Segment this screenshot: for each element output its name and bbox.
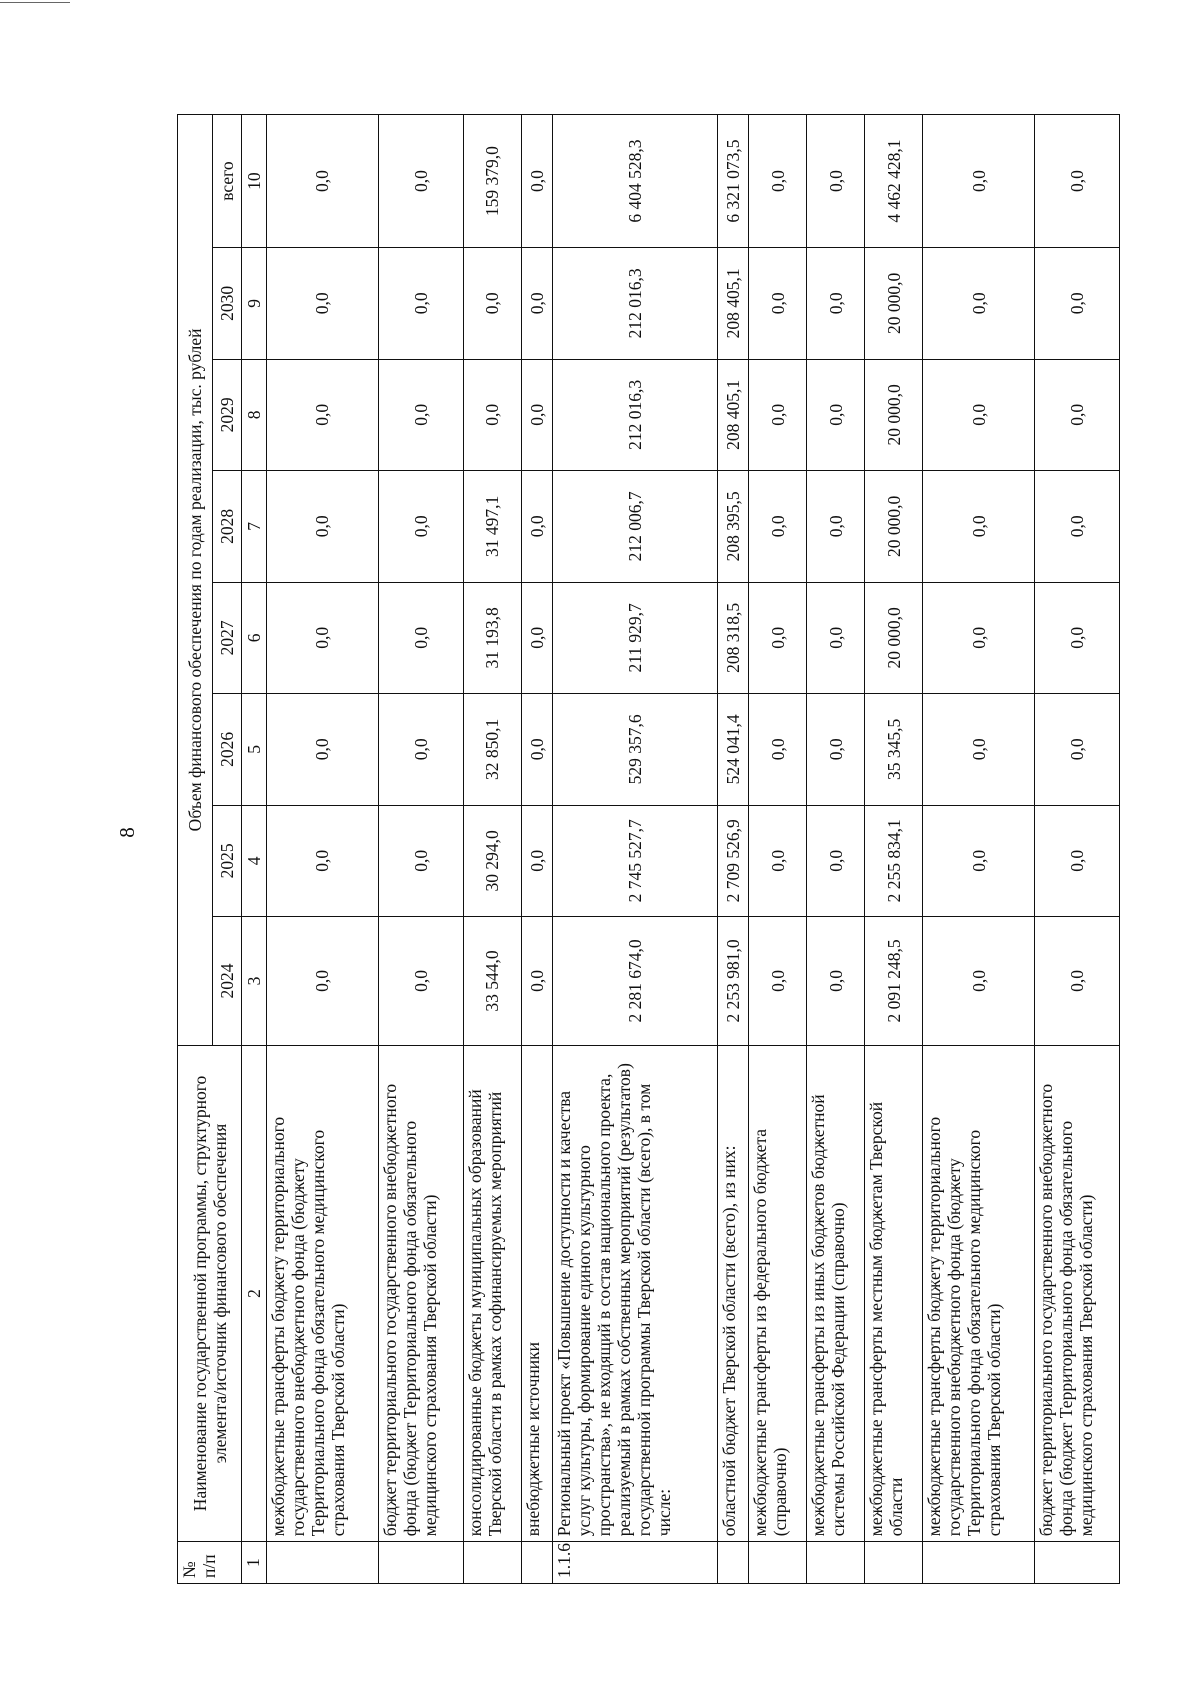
header-year: 2030 xyxy=(213,248,242,360)
row-name: межбюджетные трансферты местным бюджетам Тверской области xyxy=(865,1045,923,1541)
row-value: 0,0 xyxy=(1035,917,1120,1046)
header-year: 2028 xyxy=(213,471,242,583)
row-value: 0,0 xyxy=(923,694,1035,806)
row-value: 0,0 xyxy=(807,359,865,471)
row-number xyxy=(267,1542,379,1584)
row-value: 0,0 xyxy=(807,471,865,583)
row-value: 31 193,8 xyxy=(463,582,521,694)
row-value: 0,0 xyxy=(378,917,463,1046)
row-value: 32 850,1 xyxy=(463,694,521,806)
table-row xyxy=(378,115,463,1584)
row-value: 0,0 xyxy=(521,805,552,917)
header-year: 2027 xyxy=(213,582,242,694)
header-row-top xyxy=(178,115,213,1584)
row-value: 0,0 xyxy=(923,805,1035,917)
row-value: 0,0 xyxy=(463,359,521,471)
row-name: внебюджетные источники xyxy=(521,1045,552,1541)
column-number: 10 xyxy=(242,115,267,248)
row-value: 0,0 xyxy=(1035,582,1120,694)
table-row xyxy=(1035,115,1120,1584)
row-value: 0,0 xyxy=(923,582,1035,694)
row-number xyxy=(807,1542,865,1584)
row-value: 0,0 xyxy=(378,694,463,806)
row-name: областной бюджет Тверской области (всего), из них: xyxy=(718,1045,749,1541)
row-value: 0,0 xyxy=(1035,248,1120,360)
row-value: 0,0 xyxy=(749,805,807,917)
row-number xyxy=(718,1542,749,1584)
header-year: 2025 xyxy=(213,805,242,917)
row-value: 35 345,5 xyxy=(865,694,923,806)
scan-edge-mark xyxy=(0,2,70,3)
row-value: 30 294,0 xyxy=(463,805,521,917)
column-number: 8 xyxy=(242,359,267,471)
row-value: 212 016,3 xyxy=(552,248,718,360)
row-value: 0,0 xyxy=(267,805,379,917)
column-number: 7 xyxy=(242,471,267,583)
row-value: 0,0 xyxy=(749,359,807,471)
row-total: 6 404 528,3 xyxy=(552,115,718,248)
row-value: 212 006,7 xyxy=(552,471,718,583)
column-number: 2 xyxy=(242,1045,267,1541)
row-value: 208 318,5 xyxy=(718,582,749,694)
row-name: бюджет территориального государственного внебюджетного фонда (бюджет Территориального фонда обязательного медицинского страхования Тверской области) xyxy=(1035,1045,1120,1541)
row-value: 0,0 xyxy=(923,471,1035,583)
row-value: 0,0 xyxy=(807,805,865,917)
row-value: 20 000,0 xyxy=(865,248,923,360)
row-value: 33 544,0 xyxy=(463,917,521,1046)
table-row xyxy=(749,115,807,1584)
table-row xyxy=(463,115,521,1584)
column-number: 6 xyxy=(242,582,267,694)
row-value: 0,0 xyxy=(807,582,865,694)
row-value: 2 091 248,5 xyxy=(865,917,923,1046)
row-value: 0,0 xyxy=(521,359,552,471)
row-total: 0,0 xyxy=(1035,115,1120,248)
row-value: 0,0 xyxy=(923,359,1035,471)
row-value: 0,0 xyxy=(521,471,552,583)
row-name: межбюджетные трансферты бюджету территориального государственного внебюджетного фонда (бюджету Территориального фонда обязательного медицинского страхования Тверской области) xyxy=(923,1045,1035,1541)
row-value: 0,0 xyxy=(378,805,463,917)
row-name: бюджет территориального государственного внебюджетного фонда (бюджет Территориального фонда обязательного медицинского страхования Тверской области) xyxy=(378,1045,463,1541)
row-value: 0,0 xyxy=(807,917,865,1046)
row-number xyxy=(865,1542,923,1584)
row-value: 524 041,4 xyxy=(718,694,749,806)
row-total: 0,0 xyxy=(923,115,1035,248)
table-row xyxy=(267,115,379,1584)
row-value: 20 000,0 xyxy=(865,582,923,694)
row-value: 0,0 xyxy=(378,582,463,694)
row-value: 0,0 xyxy=(749,694,807,806)
column-number-row xyxy=(242,115,267,1584)
row-value: 20 000,0 xyxy=(865,471,923,583)
header-year: 2026 xyxy=(213,694,242,806)
row-value: 0,0 xyxy=(923,248,1035,360)
row-value: 0,0 xyxy=(521,582,552,694)
row-name: консолидированные бюджеты муниципальных образований Тверской области в рамках софинансируемых мероприятий xyxy=(463,1045,521,1541)
row-name: межбюджетные трансферты из федерального бюджета (справочно) xyxy=(749,1045,807,1541)
row-value: 2 281 674,0 xyxy=(552,917,718,1046)
header-no: № п/п xyxy=(178,1542,242,1584)
row-value: 0,0 xyxy=(807,248,865,360)
column-number: 5 xyxy=(242,694,267,806)
row-number xyxy=(463,1542,521,1584)
row-value: 0,0 xyxy=(378,248,463,360)
column-number: 9 xyxy=(242,248,267,360)
row-value: 0,0 xyxy=(1035,694,1120,806)
row-total: 0,0 xyxy=(267,115,379,248)
column-number: 1 xyxy=(242,1542,267,1584)
row-value: 529 357,6 xyxy=(552,694,718,806)
row-value: 0,0 xyxy=(749,582,807,694)
row-value: 0,0 xyxy=(463,248,521,360)
row-number xyxy=(923,1542,1035,1584)
row-value: 208 405,1 xyxy=(718,359,749,471)
header-year: 2024 xyxy=(213,917,242,1046)
row-value: 0,0 xyxy=(749,471,807,583)
row-value: 0,0 xyxy=(749,248,807,360)
header-total: всего xyxy=(213,115,242,248)
table-row xyxy=(718,115,749,1584)
row-total: 4 462 428,1 xyxy=(865,115,923,248)
row-value: 0,0 xyxy=(521,917,552,1046)
financing-table xyxy=(177,114,1120,1584)
table-row xyxy=(865,115,923,1584)
row-value: 2 253 981,0 xyxy=(718,917,749,1046)
table-row xyxy=(807,115,865,1584)
row-value: 0,0 xyxy=(267,248,379,360)
row-value: 0,0 xyxy=(749,917,807,1046)
header-name: Наименование государственной программы, структурного элемента/источник финансового обеспечения xyxy=(178,1045,242,1541)
column-number: 4 xyxy=(242,805,267,917)
row-number xyxy=(749,1542,807,1584)
row-value: 212 016,3 xyxy=(552,359,718,471)
row-value: 2 745 527,7 xyxy=(552,805,718,917)
row-value: 0,0 xyxy=(378,471,463,583)
page-number: 8 xyxy=(114,827,139,838)
table-row xyxy=(552,115,718,1584)
row-name: межбюджетные трансферты из иных бюджетов бюджетной системы Российской Федерации (справочно) xyxy=(807,1045,865,1541)
row-value: 0,0 xyxy=(923,917,1035,1046)
row-value: 208 395,5 xyxy=(718,471,749,583)
table-row xyxy=(521,115,552,1584)
row-value: 211 929,7 xyxy=(552,582,718,694)
row-total: 0,0 xyxy=(807,115,865,248)
row-value: 0,0 xyxy=(1035,471,1120,583)
table-body xyxy=(267,115,1120,1584)
row-number: 1.1.6 xyxy=(552,1542,718,1584)
row-value: 0,0 xyxy=(1035,359,1120,471)
header-group: Объем финансового обеспечения по годам реализации, тыс. рублей xyxy=(178,115,213,1046)
rotated-table-wrapper xyxy=(177,114,1120,1584)
row-name: Региональный проект «Повышение доступности и качества услуг культуры, формирование единого культурного пространства», не входящий в состав национального проекта, реализуемый в рамках собственных мероприятий (результатов) государственной программы Тверской области (всего), в том числе: xyxy=(552,1045,718,1541)
row-total: 0,0 xyxy=(749,115,807,248)
row-value: 2 255 834,1 xyxy=(865,805,923,917)
row-value: 0,0 xyxy=(267,582,379,694)
row-total: 0,0 xyxy=(521,115,552,248)
row-value: 31 497,1 xyxy=(463,471,521,583)
row-value: 0,0 xyxy=(521,694,552,806)
table-row xyxy=(923,115,1035,1584)
row-number xyxy=(1035,1542,1120,1584)
row-name: межбюджетные трансферты бюджету территориального государственного внебюджетного фонда (бюджету Территориального фонда обязательного медицинского страхования Тверской области) xyxy=(267,1045,379,1541)
row-value: 0,0 xyxy=(267,471,379,583)
row-total: 0,0 xyxy=(378,115,463,248)
row-value: 0,0 xyxy=(267,694,379,806)
row-value: 0,0 xyxy=(267,917,379,1046)
row-number xyxy=(521,1542,552,1584)
row-value: 0,0 xyxy=(521,248,552,360)
row-value: 0,0 xyxy=(378,359,463,471)
row-total: 159 379,0 xyxy=(463,115,521,248)
header-year: 2029 xyxy=(213,359,242,471)
row-total: 6 321 073,5 xyxy=(718,115,749,248)
row-value: 0,0 xyxy=(807,694,865,806)
column-number: 3 xyxy=(242,917,267,1046)
row-number xyxy=(378,1542,463,1584)
row-value: 0,0 xyxy=(1035,805,1120,917)
row-value: 208 405,1 xyxy=(718,248,749,360)
row-value: 20 000,0 xyxy=(865,359,923,471)
row-value: 2 709 526,9 xyxy=(718,805,749,917)
row-value: 0,0 xyxy=(267,359,379,471)
